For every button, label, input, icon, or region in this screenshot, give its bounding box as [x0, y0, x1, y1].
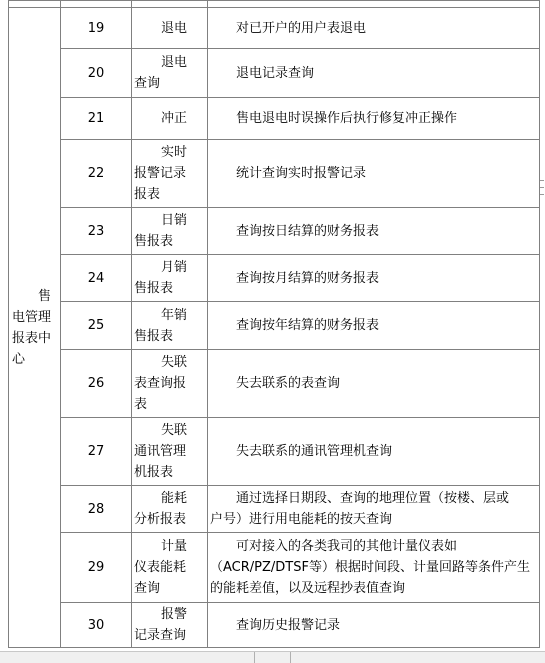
- function-name-cell: [132, 255, 208, 302]
- description-cell: [208, 603, 540, 648]
- row-number: 23: [61, 208, 132, 255]
- row-number: 20: [61, 49, 132, 98]
- name-cell-top: [132, 1, 208, 8]
- function-name-line: 售报表: [134, 328, 174, 344]
- function-name-cell: [132, 486, 208, 533]
- function-name-cell: [132, 603, 208, 648]
- function-name-line: 机报表: [134, 465, 174, 480]
- description-cell: [208, 302, 540, 350]
- function-name-cell: [132, 208, 208, 255]
- description-line: 户号）进行用电能耗的按天查询: [210, 512, 393, 527]
- description-line: 退电记录查询: [236, 65, 315, 81]
- table-row: [9, 8, 540, 49]
- description-line: 可对接入的各类我司的其他计量仪表如: [236, 539, 458, 554]
- row-number: 21: [61, 98, 132, 140]
- function-name-cell: [132, 350, 208, 418]
- function-name-line: 年销: [161, 307, 188, 323]
- module-label-line: 心: [12, 351, 26, 367]
- function-name-line: 计量: [161, 539, 188, 554]
- scroll-marks: [540, 180, 544, 220]
- function-name-line: 失联: [161, 423, 188, 438]
- function-name-cell: [132, 98, 208, 140]
- table-row: [9, 98, 540, 140]
- function-name-line: 表: [134, 397, 148, 412]
- description-cell: [208, 208, 540, 255]
- table-row: [9, 140, 540, 208]
- function-name-line: 报警: [161, 607, 188, 622]
- description-cell: [208, 533, 540, 603]
- description-cell: [208, 49, 540, 98]
- table-row: [9, 302, 540, 350]
- row-number: 22: [61, 140, 132, 208]
- function-name-cell: [132, 533, 208, 603]
- table-row: [9, 49, 540, 98]
- function-name-line: 日销: [161, 213, 188, 228]
- description-line: 失去联系的表查询: [236, 376, 341, 391]
- description-line: 查询历史报警记录: [236, 617, 341, 633]
- module-label-line: 电管理: [12, 309, 52, 325]
- function-name-line: 冲正: [161, 111, 188, 126]
- function-name-line: 查询: [134, 581, 161, 596]
- function-name-line: 退电: [161, 55, 188, 70]
- table-row: [9, 533, 540, 603]
- function-name-line: 仪表能耗: [134, 560, 187, 575]
- feature-table: [8, 0, 540, 648]
- table-row: [9, 350, 540, 418]
- description-cell: [208, 418, 540, 486]
- description-line: 统计查询实时报警记录: [236, 166, 367, 181]
- description-cell: [208, 8, 540, 49]
- module-label-line: 报表中: [12, 330, 52, 346]
- row-number: 28: [61, 486, 132, 533]
- function-name-line: 报表: [134, 187, 161, 202]
- function-name-line: 分析报表: [134, 512, 187, 527]
- row-number: 30: [61, 603, 132, 648]
- module-cell-top: [9, 1, 61, 8]
- row-number: 25: [61, 302, 132, 350]
- function-name-line: 查询: [134, 76, 161, 91]
- table-top-strip: [9, 1, 540, 8]
- description-line: 查询按年结算的财务报表: [236, 318, 380, 333]
- description-cell: [208, 98, 540, 140]
- function-name-line: 售报表: [134, 281, 174, 296]
- function-name-line: 报警记录: [134, 166, 187, 181]
- description-line: 查询按月结算的财务报表: [236, 270, 380, 286]
- function-name-cell: [132, 302, 208, 350]
- module-label-line: 售: [38, 288, 52, 304]
- function-name-cell: [132, 49, 208, 98]
- table-row: [9, 418, 540, 486]
- table-row: [9, 486, 540, 533]
- function-name-line: 实时: [161, 145, 188, 160]
- function-name-line: 记录查询: [134, 628, 187, 643]
- function-name-cell: [132, 140, 208, 208]
- table-row: [9, 603, 540, 648]
- description-cell: [208, 255, 540, 302]
- module-cell: [9, 8, 61, 648]
- description-cell: [208, 350, 540, 418]
- function-name-line: 售报表: [134, 234, 174, 249]
- row-number: 24: [61, 255, 132, 302]
- function-name-cell: [132, 8, 208, 49]
- row-number: 29: [61, 533, 132, 603]
- description-line: 通过选择日期段、查询的地理位置（按楼、层或: [236, 491, 510, 506]
- function-name-line: 表查询报: [134, 376, 187, 391]
- row-number: 19: [61, 8, 132, 49]
- table-row: [9, 255, 540, 302]
- description-cell: [208, 486, 540, 533]
- description-cell: [208, 140, 540, 208]
- function-name-line: 月销: [161, 260, 188, 275]
- description-line: （ACR/PZ/DTSF等）根据时间段、计量回路等条件产生: [210, 560, 530, 575]
- function-name-cell: [132, 418, 208, 486]
- row-number: 26: [61, 350, 132, 418]
- function-name-line: 能耗: [161, 491, 188, 506]
- desc-cell-top: [208, 1, 540, 8]
- description-line: 查询按日结算的财务报表: [236, 223, 380, 239]
- description-line: 的能耗差值，以及远程抄表值查询: [210, 581, 406, 596]
- function-name-line: 退电: [161, 20, 188, 36]
- row-number: 27: [61, 418, 132, 486]
- description-line: 失去联系的通讯管理机查询: [236, 444, 393, 459]
- function-name-line: 通讯管理: [134, 444, 187, 459]
- function-name-line: 失联: [161, 355, 188, 370]
- horizontal-scrollbar[interactable]: [0, 651, 545, 663]
- table-row: [9, 208, 540, 255]
- description-line: 售电退电时误操作后执行修复冲正操作: [236, 111, 458, 126]
- description-line: 对已开户的用户表退电: [236, 20, 367, 36]
- num-cell-top: [61, 1, 132, 8]
